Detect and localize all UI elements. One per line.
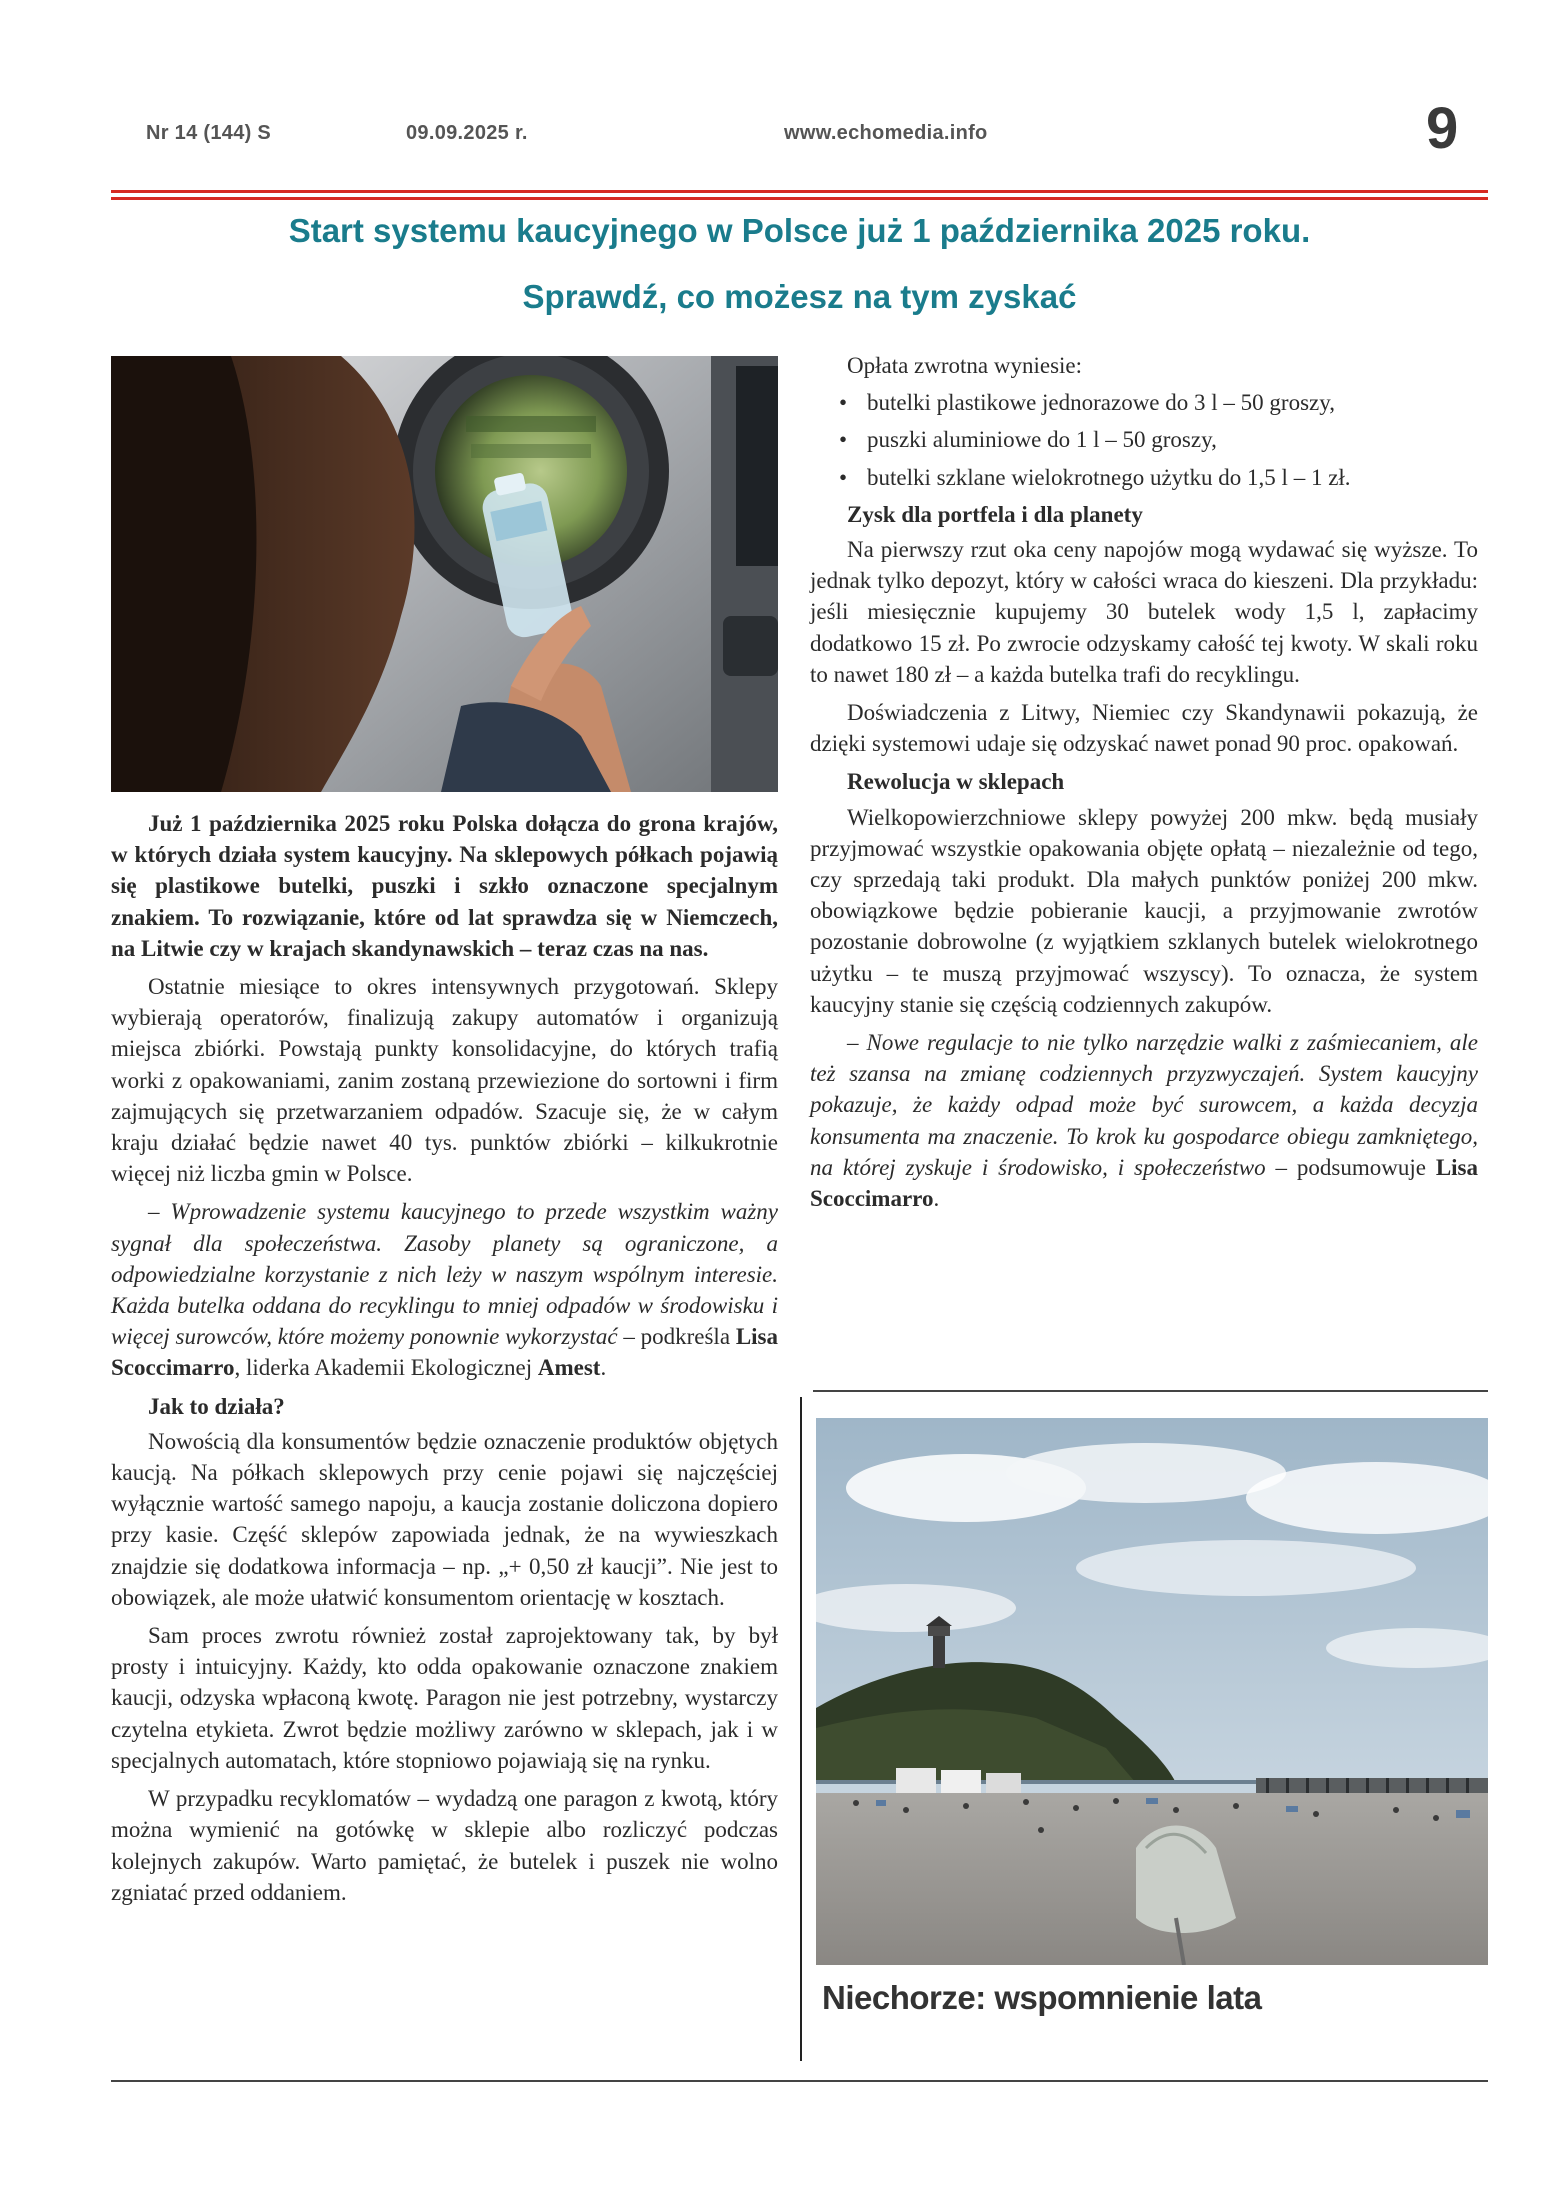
article-lead: Już 1 października 2025 roku Polska dołącza do grona krajów, w których działa system kaucyjny. Na sklepowych półkach pojawią się plastikowe butelki, puszki i szkło oznaczone specjalnym znakiem. To rozwiązanie, które od lat sprawdza się w Niemczech, na Litwie czy w krajach skandynawskich – teraz czas na nas.	[111, 811, 778, 961]
quote-period-2: .	[933, 1186, 940, 1212]
article-subtitle: Sprawdź, co możesz na tym zyskać	[522, 278, 1077, 315]
quote-attribution-1: – podkreśla	[617, 1324, 736, 1350]
website-url[interactable]: www.echomedia.info	[784, 122, 988, 144]
quote-paragraph-1	[111, 1196, 778, 1383]
article-title: Start systemu kaucyjnego w Polsce już 1 października 2025 roku.	[288, 212, 1311, 249]
quote-organization: Amest	[537, 1355, 601, 1381]
subheading-wallet-planet: Zysk dla portfela i dla planety	[847, 501, 1143, 527]
column-divider	[800, 1397, 802, 2061]
right-column	[810, 350, 1478, 1221]
quote-paragraph-2	[810, 1027, 1478, 1214]
quote-text-1: – Wprowadzenie systemu kaucyjnego to przede wszystkim ważny sygnał dla społeczeństwa. Zasoby planety są ograniczone, a odpowiedzialne korzystanie z nich leży w naszym wspólnym interesie. Każda butelka oddana do recyklingu to mniej odpadów w środowisku i więcej surowców, które możemy ponownie wykorzystać	[111, 1199, 778, 1350]
quote-attribution-role: , liderka Akademii Ekologicznej	[234, 1355, 538, 1381]
footer-rule	[111, 2080, 1488, 2082]
issue-date: 09.09.2025 r.	[406, 122, 528, 144]
header-rule-top	[111, 190, 1488, 193]
list-item: • butelki plastikowe jednorazowe do 3 l – 50 groszy,	[810, 387, 1478, 418]
list-item: • puszki aluminiowe do 1 l – 50 groszy,	[810, 424, 1478, 455]
quote-author-1: Lisa Scoccimarro	[111, 1324, 779, 1381]
fee-list	[810, 387, 1478, 493]
left-column	[111, 808, 778, 1915]
paragraph-experience: Doświadczenia z Litwy, Niemiec czy Skandynawii pokazują, że dzięki systemowi udaje się odzyskać nawet ponad 90 proc. opakowań.	[810, 700, 1478, 757]
paragraph-recycling-machines: W przypadku recyklomatów – wydadzą one paragon z kwotą, który można wymienić na gotówkę w sklepie albo rozliczyć podczas kolejnych zakupów. Warto pamiętać, że butelek i puszek nie wolno zgniatać przed oddaniem.	[111, 1786, 778, 1905]
paragraph-store-rules: Wielkopowierzchniowe sklepy powyżej 200 mkw. będą musiały przyjmować wszystkie opakowania objęte opłatą – niezależnie od tego, czy sprzedają taki produkt. Dla małych punktów poniżej 200 mkw. obowiązkowe będzie pobieranie kaucji, a przyjmowanie zwrotów pozostanie dobrowolne (z wyjątkiem szklanych butelek wielokrotnego użytku – te muszą przyjmować wszyscy). To oznacza, że system kaucyjny stanie się częścią codziennych zakupów.	[810, 804, 1478, 1017]
paragraph-labeling: Nowością dla konsumentów będzie oznaczenie produktów objętych kaucją. Na półkach sklepowych przy cenie pojawi się najczęściej wyłącznie wartość samego napoju, a kaucja zostanie doliczona dopiero przy kasie. Część sklepów zapowiada jednak, że na wywieszkach znajdzie się dodatkowa informacja – np. „+ 0,50 zł kaucji”. Nie jest to obowiązek, ale może ułatwić konsumentom orientację w kosztach.	[111, 1428, 778, 1610]
paragraph-return-process: Sam proces zwrotu również został zaprojektowany tak, by był prosty i intuicyjny. Każdy, kto odda opakowanie oznaczone znakiem kaucji, odzyska wpłaconą kwotę. Paragon nie jest potrzebny, wystarczy czytelna etykieta. Zwrot będzie możliwy zarówno w sklepach, jak i w specjalnych automatach, które stopniowo pojawiają się na rynku.	[111, 1623, 778, 1773]
subheading-how-it-works: Jak to działa?	[148, 1393, 285, 1419]
beach-photo	[816, 1418, 1488, 1965]
bottle-return-photo	[111, 356, 778, 792]
list-item: • butelki szklane wielokrotnego użytku do 1,5 l – 1 zł.	[810, 462, 1478, 493]
subheading-store-revolution: Rewolucja w sklepach	[847, 769, 1065, 795]
paragraph-deposit-example: Na pierwszy rzut oka ceny napojów mogą wydawać się wyższe. To jednak tylko depozyt, który w całości wraca do kieszeni. Dla przykładu: jeśli miesięcznie kupujemy 30 butelek wody 1,5 l, zapłacimy dodatkowo 15 zł. Po zwrocie odzyskamy całość tej kwoty. W skali roku to nawet 180 zł – a każda butelka trafi do recyklingu.	[810, 537, 1478, 687]
quote-text-2: – Nowe regulacje to nie tylko narzędzie walki z zaśmiecaniem, ale też szansa na zmianę codziennych przyzwyczajeń. System kaucyjny pokazuje, że każdy odpad może być surowcem, a każda decyzja konsumenta ma znaczenie. To krok ku gospodarce obiegu zamkniętego, na której zyskuje i środowisko, i społeczeństwo	[810, 1030, 1478, 1180]
photo-box-top-rule	[813, 1390, 1488, 1392]
page-number: 9	[1426, 96, 1459, 161]
quote-period-1: .	[600, 1355, 607, 1381]
paragraph-preparations: Ostatnie miesiące to okres intensywnych przygotowań. Sklepy wybierają operatorów, finalizują zakupy automatów i organizują miejsca zbiórki. Powstają punkty konsolidacyjne, do których trafią worki z opakowaniami, zanim zostaną przewiezione do sortowni i firm zajmujących się przetwarzaniem odpadów. Szacuje się, że w całym kraju działać będzie nawet 40 tys. punktów zbiórki – kilkukrotnie więcej niż liczba gmin w Polsce.	[111, 974, 778, 1187]
quote-author-2: Lisa Scoccimarro	[810, 1154, 1478, 1212]
quote-attribution-2: – podsumowuje	[1265, 1154, 1436, 1180]
fee-intro: Opłata zwrotna wyniesie:	[847, 353, 1083, 378]
issue-number: Nr 14 (144) S	[146, 122, 272, 144]
photo-caption: Niechorze: wspomnienie lata	[822, 1979, 1262, 2016]
header-rule-bottom	[111, 197, 1488, 200]
